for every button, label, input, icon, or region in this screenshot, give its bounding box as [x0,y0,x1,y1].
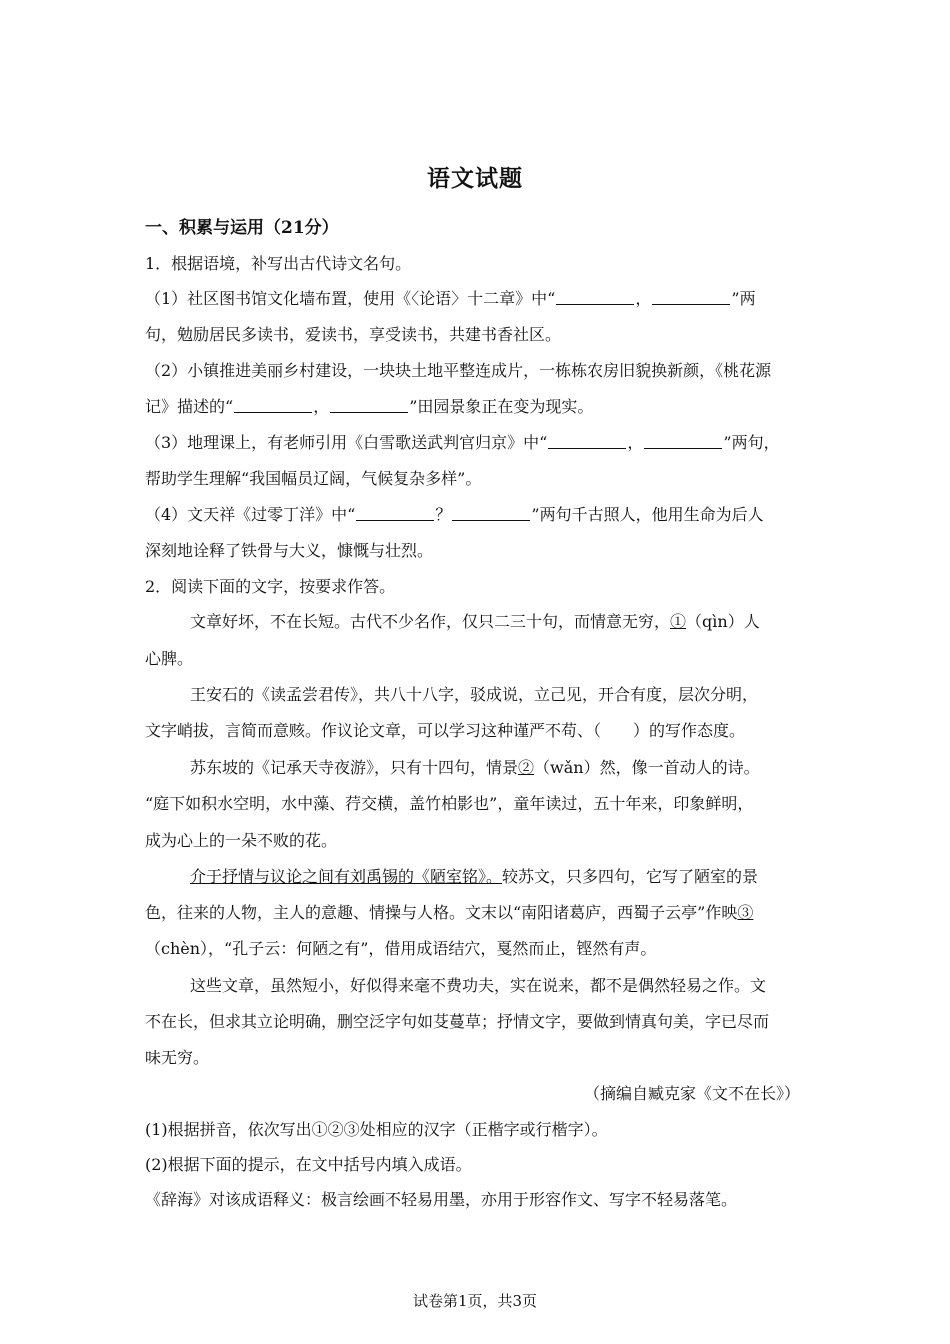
answer-blank[interactable] [452,503,530,521]
blank-marker-1: ① [670,612,687,631]
passage-p4-line-1 [190,865,810,889]
q2-hint: 《辞海》对该成语释义：极言绘画不轻易用墨，亦用于形容作文、写字不轻易落笔。 [145,1190,738,1209]
passage-p4-line-2 [145,901,810,925]
answer-blank[interactable] [556,287,634,305]
passage-p4-line-3: （chèn），“孔子云：何陋之有”，借用成语结穴，戛然而止，铿然有声。 [145,939,657,958]
passage-text: （qìn）人 [686,612,760,631]
answer-blank[interactable] [330,395,408,413]
q1-item-3-text: （3）地理课上，有老师引用《白雪歌送武判官归京》中“ [145,433,548,452]
underlined-sentence: 介于抒情与议论之间有刘禹锡的《陋室铭》。 [190,867,503,886]
passage-text: 苏东坡的《记承天寺夜游》，只有十四句，情景 [190,758,519,777]
q2-subquestion-2: (2)根据下面的提示，在文中括号内填入成语。 [145,1155,472,1174]
answer-blank[interactable] [548,431,626,449]
q1-item-2-text: 记》描述的“ [145,397,234,416]
passage-p2-line-1: 王安石的《读孟尝君传》，共八十八字，驳成说，立己见，开合有度，层次分明， [190,685,759,704]
q1-item-2-line-1: （2）小镇推进美丽乡村建设，一块块土地平整连成片，一栋栋农房旧貌换新颜，《桃花源 [145,361,772,380]
passage-text: （wǎn）然，像一首动人的诗。 [534,758,760,777]
passage-p1-line-1 [190,610,810,634]
question-1-stem: 1．根据语境，补写出古代诗文名句。 [145,254,412,273]
answer-blank[interactable] [652,287,730,305]
page-footer: 试卷第1页，共3页 [412,1292,538,1310]
q1-item-4-text: （4）文天祥《过零丁洋》中“ [145,505,356,524]
passage-p1-line-2: 心脾。 [145,649,194,668]
q1-item-2-text-end: ”田园景象正在变为现实。 [409,397,594,416]
q1-item-2-separator: ， [313,397,330,416]
passage-text: 色，往来的人物，主人的意趣、情操与人格。文末以“南阳诸葛庐，西蜀子云亭”作映 [145,903,738,922]
q1-item-1-text-end: ”两 [731,289,756,308]
passage-source: （摘编自臧克家《文不在长》） [583,1084,800,1103]
passage-text: 较苏文，只多四句，它写了陋室的景 [502,867,759,886]
q1-item-1-text: （1）社区图书馆文化墙布置，使用《〈论语〉十二章》中“ [145,289,556,308]
q1-item-4-line-2: 深刻地诠释了铁骨与大义，慷慨与壮烈。 [145,541,434,560]
passage-p2-line-2: 文字峭拔，言简而意赅。作议论文章，可以学习这种谨严不苟、（ ）的写作态度。 [145,721,746,740]
passage-p3-line-1 [190,756,810,780]
q1-item-4-text-end: ”两句千古照人，他用生命为后人 [531,505,764,524]
question-2-stem: 2．阅读下面的文字，按要求作答。 [145,577,396,596]
passage-p5-line-3: 味无穷。 [145,1048,210,1067]
q1-item-1-line-2: 句，勉励居民多读书，爱读书，享受读书，共建书香社区。 [145,325,562,344]
passage-p5-line-2: 不在长，但求其立论明确，删空泛字句如芟蔓草；抒情文字，要做到情真句美，字已尽而 [145,1012,770,1031]
passage-text: 文章好坏，不在长短。古代不少名作，仅只二三十句，而情意无穷， [190,612,671,631]
q2-subquestion-1: (1)根据拼音，依次写出①②③处相应的汉字（正楷字或行楷字）。 [145,1120,608,1139]
q1-item-4-line-1 [145,503,810,527]
q1-item-3-line-1 [145,431,810,455]
passage-p5-line-1: 这些文章，虽然短小，好似得来毫不费功夫，实在说来，都不是偶然轻易之作。文 [190,976,767,995]
q1-item-1-line-1 [145,287,810,311]
blank-marker-2: ② [518,758,535,777]
q1-item-3-text-end: ”两句， [723,433,780,452]
answer-blank[interactable] [234,395,312,413]
answer-blank[interactable] [356,503,434,521]
answer-blank[interactable] [644,431,722,449]
q1-item-4-separator: ？ [435,505,452,524]
q1-item-1-separator: ， [635,289,652,308]
q1-item-3-line-2: 帮助学生理解“我国幅员辽阔，气候复杂多样”。 [145,469,482,488]
page-title: 语文试题 [427,165,523,192]
q1-item-2-line-2 [145,395,810,419]
section-heading: 一、积累与运用（21分） [145,218,339,238]
passage-p3-line-3: 成为心上的一朵不败的花。 [145,831,338,850]
blank-marker-3: ③ [737,903,754,922]
passage-p3-line-2: “庭下如积水空明，水中藻、荇交横，盖竹柏影也”，童年读过，五十年来，印象鲜明， [145,794,754,813]
q1-item-3-separator: ， [627,433,644,452]
